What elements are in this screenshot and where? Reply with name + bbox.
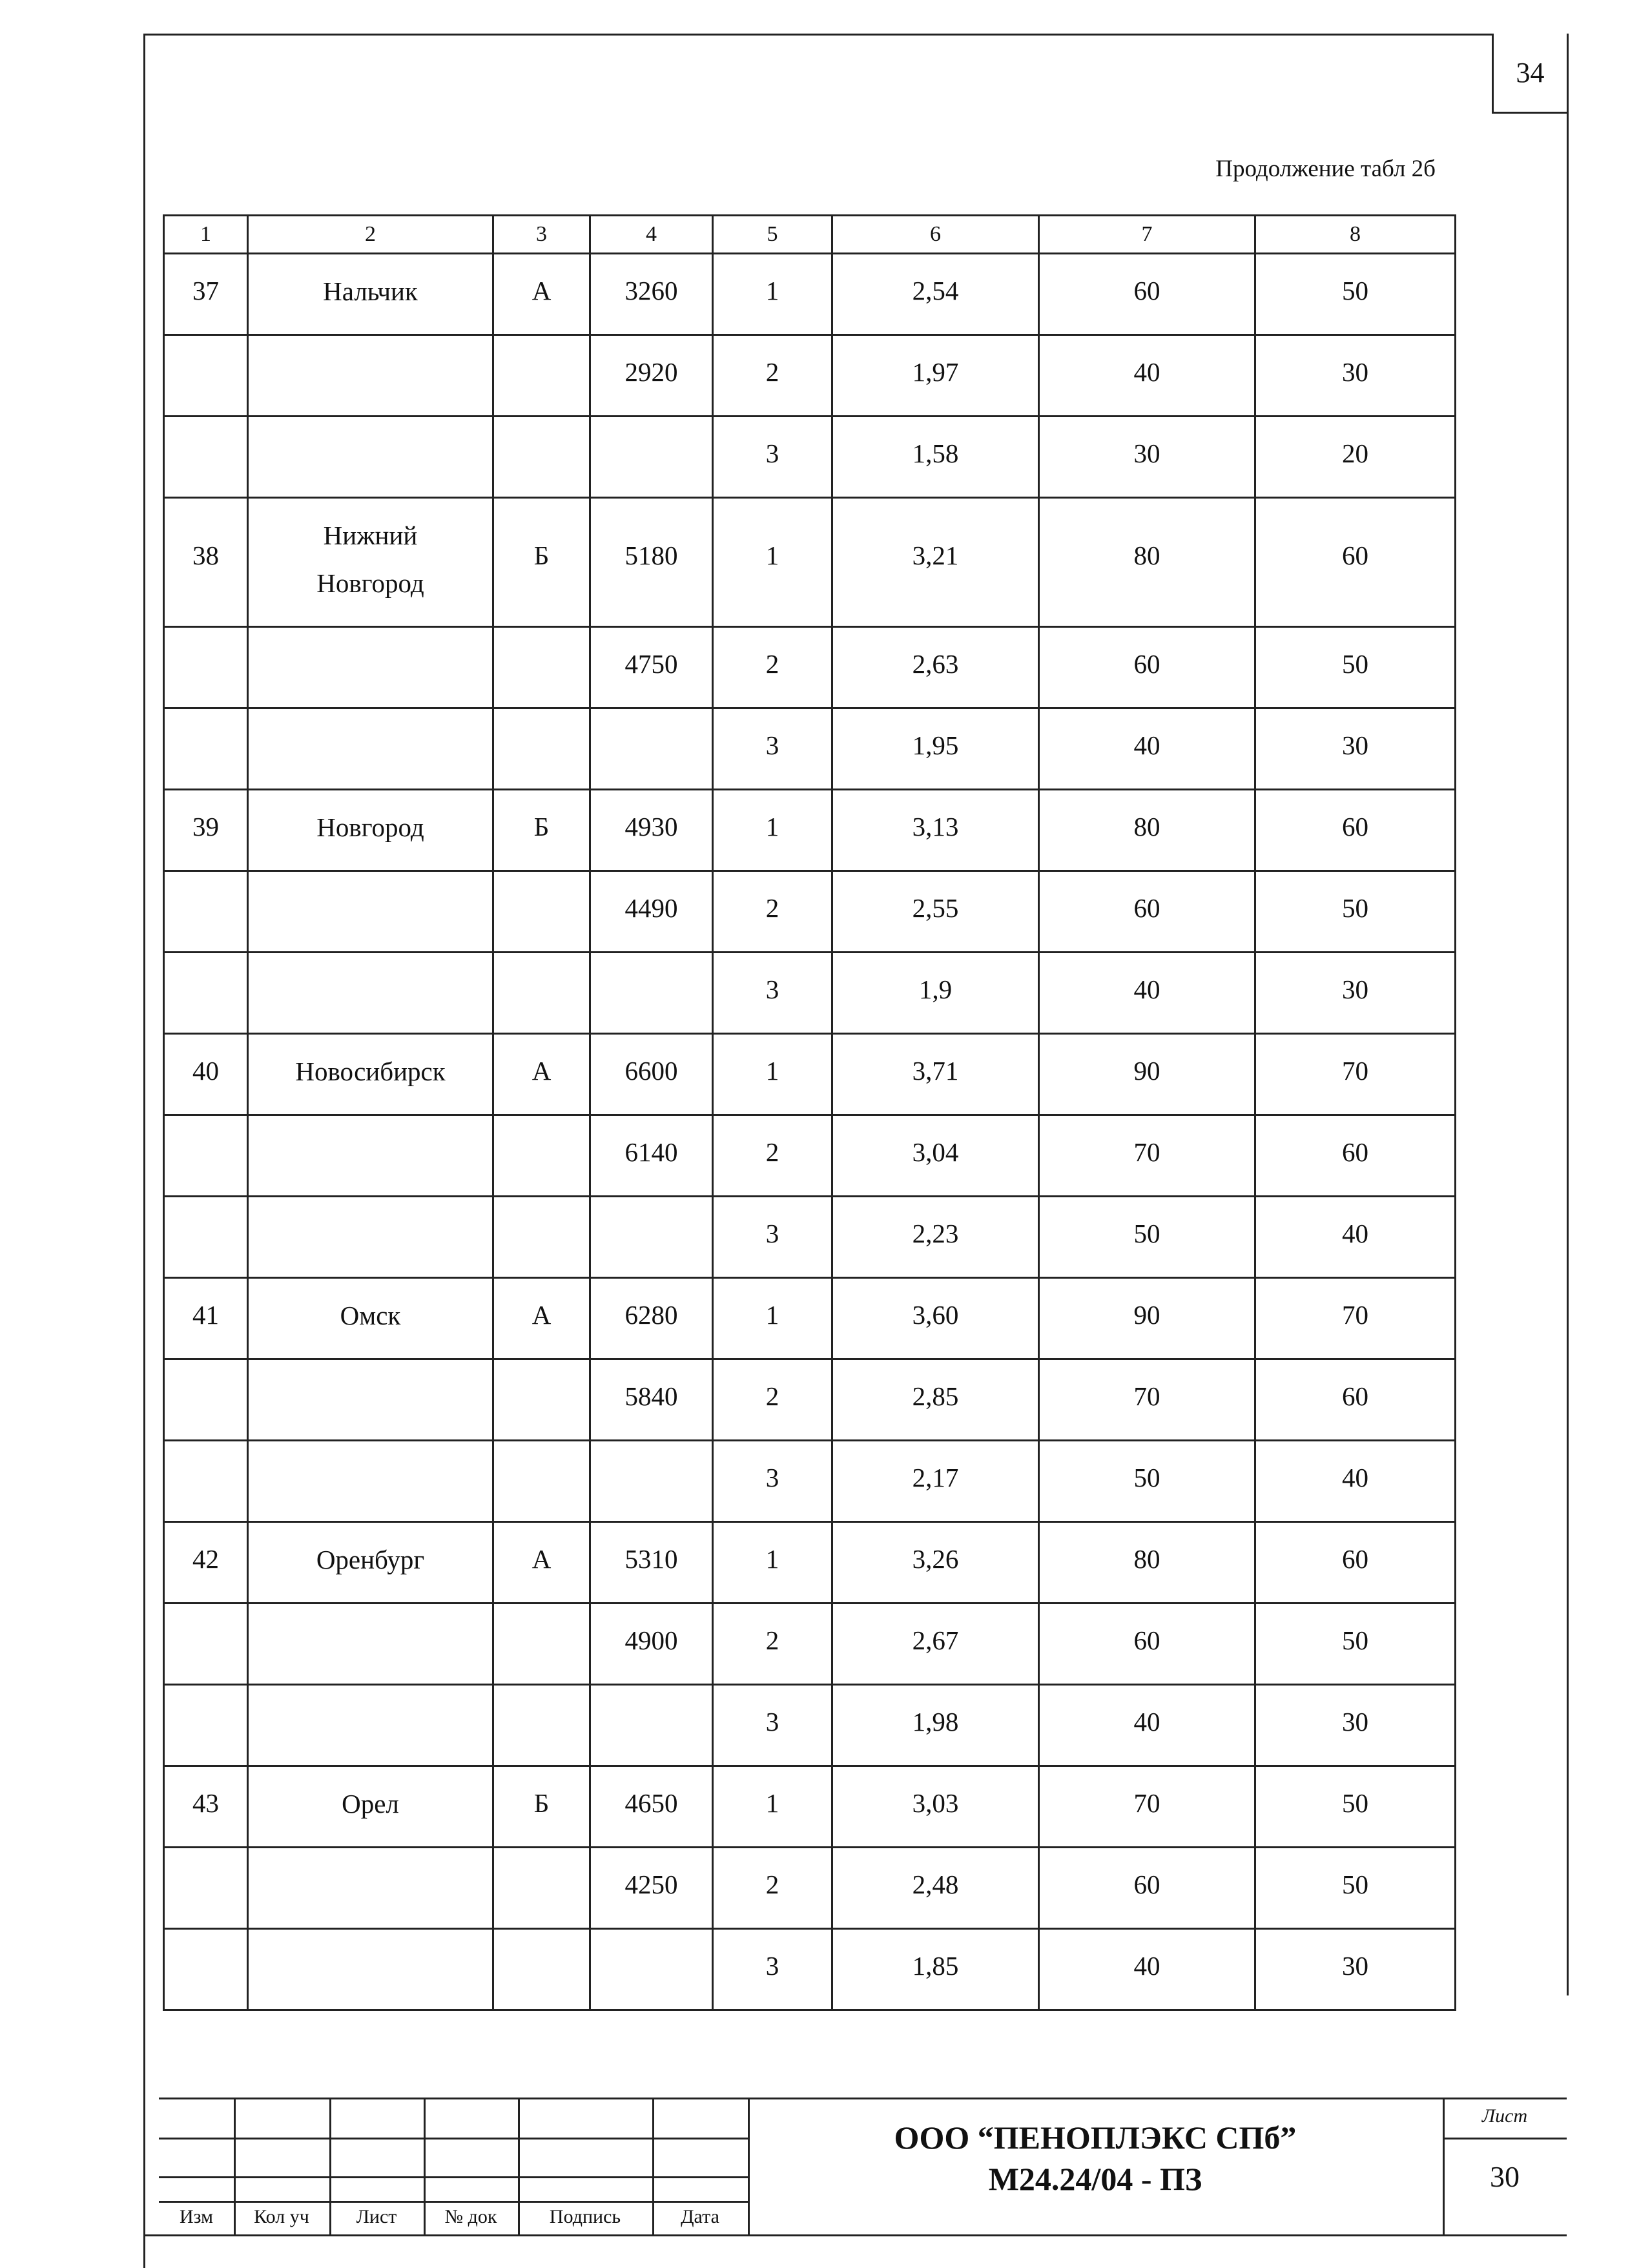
table-cell: Омск <box>248 1278 493 1359</box>
table-cell <box>248 1115 493 1197</box>
frame-left-border <box>143 34 145 2268</box>
table-cell: 2 <box>713 627 832 708</box>
table-cell: 50 <box>1255 254 1456 335</box>
table-cell: 30 <box>1255 335 1456 417</box>
table-body <box>164 254 1456 2010</box>
table-row <box>164 1766 1456 1848</box>
table-cell: Нижний Новгород <box>248 498 493 627</box>
table-cell: 1 <box>713 1278 832 1359</box>
page-number: 34 <box>1492 34 1567 114</box>
table-row <box>164 953 1456 1034</box>
table-cell: 1 <box>713 1034 832 1115</box>
table-cell: 60 <box>1039 1848 1255 1929</box>
table-cell <box>590 953 713 1034</box>
table-cell: 60 <box>1255 498 1456 627</box>
table-cell <box>164 1685 248 1766</box>
table-cell: 40 <box>1039 953 1255 1034</box>
table-row <box>164 1929 1456 2010</box>
table-cell: 5310 <box>590 1522 713 1603</box>
table-cell: 1 <box>713 1766 832 1848</box>
table-cell: 41 <box>164 1278 248 1359</box>
table-cell: 1,95 <box>832 708 1039 790</box>
table-row <box>164 871 1456 953</box>
sheet-number: 30 <box>1490 2160 1520 2193</box>
table-cell: 30 <box>1255 708 1456 790</box>
table-cell: 50 <box>1039 1441 1255 1522</box>
table-cell: 43 <box>164 1766 248 1848</box>
table-cell <box>248 1929 493 2010</box>
title-block-label-izm: Изм <box>179 2206 214 2227</box>
table-cell: 30 <box>1255 1685 1456 1766</box>
table-cell: 40 <box>1255 1441 1456 1522</box>
table-cell: 40 <box>1039 1929 1255 2010</box>
table-cell: 50 <box>1255 1766 1456 1848</box>
table-cell <box>493 1685 590 1766</box>
table-cell: 4250 <box>590 1848 713 1929</box>
table-cell <box>248 417 493 498</box>
table-cell: 2 <box>713 871 832 953</box>
column-header: 7 <box>1039 216 1255 254</box>
table-cell: 4490 <box>590 871 713 953</box>
table-cell: 80 <box>1039 498 1255 627</box>
table-cell: 4650 <box>590 1766 713 1848</box>
column-header: 3 <box>493 216 590 254</box>
table-cell: Б <box>493 790 590 871</box>
table-cell <box>164 1441 248 1522</box>
frame-right-border <box>1567 34 1569 1995</box>
table-cell: 30 <box>1255 953 1456 1034</box>
table-cell: 1 <box>713 790 832 871</box>
table-cell: 40 <box>1039 708 1255 790</box>
table-cell <box>164 1359 248 1441</box>
table-cell: 1,97 <box>832 335 1039 417</box>
table-row <box>164 790 1456 871</box>
table-cell <box>164 1848 248 1929</box>
table-cell: 2 <box>713 1603 832 1685</box>
table-cell: 70 <box>1255 1034 1456 1115</box>
frame-top-border <box>143 34 1493 36</box>
table-cell <box>590 1685 713 1766</box>
table-row <box>164 1603 1456 1685</box>
table-cell: 2,54 <box>832 254 1039 335</box>
table-cell: 4900 <box>590 1603 713 1685</box>
table-cell: 60 <box>1039 627 1255 708</box>
table-row <box>164 254 1456 335</box>
table-cell: 6140 <box>590 1115 713 1197</box>
table-cell: 5180 <box>590 498 713 627</box>
table-cell <box>493 1603 590 1685</box>
table-cell <box>164 1197 248 1278</box>
table-cell: 80 <box>1039 1522 1255 1603</box>
table-cell <box>164 871 248 953</box>
company-name: ООО “ПЕНОПЛЭКС СПб” <box>894 2119 1297 2156</box>
column-header: 4 <box>590 216 713 254</box>
table-cell: 40 <box>164 1034 248 1115</box>
table-cell: 3 <box>713 1441 832 1522</box>
document-code: М24.24/04 - ПЗ <box>988 2161 1202 2197</box>
table-cell: 60 <box>1255 1522 1456 1603</box>
table-cell <box>493 1115 590 1197</box>
column-header: 6 <box>832 216 1039 254</box>
table-cell: 30 <box>1255 1929 1456 2010</box>
table-cell <box>590 708 713 790</box>
table-cell: 2 <box>713 335 832 417</box>
table-cell: Б <box>493 498 590 627</box>
table-cell: 1 <box>713 498 832 627</box>
table-cell <box>590 417 713 498</box>
table-cell: 50 <box>1039 1197 1255 1278</box>
table-cell: 6600 <box>590 1034 713 1115</box>
table-cell: 30 <box>1039 417 1255 498</box>
frame-bottom-border <box>143 2234 1567 2236</box>
data-table <box>163 214 1456 2011</box>
table-cell: 4930 <box>590 790 713 871</box>
table-cell <box>164 953 248 1034</box>
table-cell: 3 <box>713 417 832 498</box>
table-cell <box>248 1848 493 1929</box>
table-row <box>164 627 1456 708</box>
table-row <box>164 1359 1456 1441</box>
table-cell: 50 <box>1255 1603 1456 1685</box>
table-cell <box>248 1685 493 1766</box>
table-cell: 50 <box>1255 1848 1456 1929</box>
table-cell: 42 <box>164 1522 248 1603</box>
sheet-label: Лист <box>1481 2105 1528 2127</box>
table-cell: 2,63 <box>832 627 1039 708</box>
table-cell: Новгород <box>248 790 493 871</box>
table-row <box>164 1034 1456 1115</box>
table-cell <box>493 1197 590 1278</box>
title-block-label-signature: Подпись <box>549 2206 621 2227</box>
table-row <box>164 1278 1456 1359</box>
table-cell <box>248 627 493 708</box>
table-cell: 70 <box>1039 1359 1255 1441</box>
table-cell: А <box>493 1278 590 1359</box>
table-cell: 60 <box>1039 871 1255 953</box>
title-block <box>159 2098 1567 2234</box>
table-row <box>164 1197 1456 1278</box>
table-cell: 1 <box>713 254 832 335</box>
table-cell: 3,21 <box>832 498 1039 627</box>
table-cell: Б <box>493 1766 590 1848</box>
table-cell <box>248 1359 493 1441</box>
table-row <box>164 1848 1456 1929</box>
table-row <box>164 1441 1456 1522</box>
table-cell: 3 <box>713 1197 832 1278</box>
table-cell: 90 <box>1039 1034 1255 1115</box>
table-header-row <box>164 216 1456 254</box>
table-cell: 2,23 <box>832 1197 1039 1278</box>
table-cell <box>248 1603 493 1685</box>
table-cell: Оренбург <box>248 1522 493 1603</box>
column-header: 2 <box>248 216 493 254</box>
title-block-label-date: Дата <box>681 2206 719 2227</box>
title-block-center <box>748 2117 1443 2200</box>
table-cell: 3,71 <box>832 1034 1039 1115</box>
table-cell: 37 <box>164 254 248 335</box>
table-cell <box>164 417 248 498</box>
table-cell <box>493 1929 590 2010</box>
table-cell <box>493 1441 590 1522</box>
table-cell <box>493 1359 590 1441</box>
table-row <box>164 417 1456 498</box>
table-cell: Орел <box>248 1766 493 1848</box>
table-cell <box>164 335 248 417</box>
table-cell: 90 <box>1039 1278 1255 1359</box>
table-cell: 50 <box>1255 871 1456 953</box>
table-cell: 3260 <box>590 254 713 335</box>
table-cell: 3,60 <box>832 1278 1039 1359</box>
table-cell <box>493 953 590 1034</box>
table-cell <box>493 708 590 790</box>
table-cell: 2,17 <box>832 1441 1039 1522</box>
table-cell <box>248 335 493 417</box>
table-cell: А <box>493 1034 590 1115</box>
table-cell: 70 <box>1039 1766 1255 1848</box>
table-cell: 70 <box>1039 1115 1255 1197</box>
table-cell: 2,85 <box>832 1359 1039 1441</box>
table-cell: 2 <box>713 1359 832 1441</box>
table-cell: 5840 <box>590 1359 713 1441</box>
table-cell <box>248 1441 493 1522</box>
table-row <box>164 1522 1456 1603</box>
table-row <box>164 708 1456 790</box>
table-cell: 39 <box>164 790 248 871</box>
table-cell <box>248 708 493 790</box>
table-cell: 38 <box>164 498 248 627</box>
table-cell: 6280 <box>590 1278 713 1359</box>
table-cell: 80 <box>1039 790 1255 871</box>
table-cell <box>493 417 590 498</box>
title-block-label-doc-number: № док <box>444 2206 497 2227</box>
table-cell: Нальчик <box>248 254 493 335</box>
table-row <box>164 1115 1456 1197</box>
table-cell: 3,26 <box>832 1522 1039 1603</box>
table-cell: 60 <box>1255 1359 1456 1441</box>
column-header: 5 <box>713 216 832 254</box>
table-cell <box>493 335 590 417</box>
table-cell: 40 <box>1255 1197 1456 1278</box>
table-cell: 1,58 <box>832 417 1039 498</box>
table-cell: 3,13 <box>832 790 1039 871</box>
table-cell <box>493 1848 590 1929</box>
column-header: 8 <box>1255 216 1456 254</box>
table-cell: А <box>493 254 590 335</box>
table-cell <box>248 953 493 1034</box>
title-block-label-kol-uch: Кол уч <box>254 2206 309 2227</box>
table-cell <box>248 871 493 953</box>
table-cell: 60 <box>1255 1115 1456 1197</box>
table-cell: 60 <box>1039 254 1255 335</box>
table-cell <box>164 708 248 790</box>
table-cell: 40 <box>1039 1685 1255 1766</box>
table-cell <box>590 1929 713 2010</box>
table-cell: 60 <box>1255 790 1456 871</box>
table-cell: 3 <box>713 1685 832 1766</box>
table-cell <box>590 1197 713 1278</box>
table-cell: 20 <box>1255 417 1456 498</box>
table-row <box>164 1685 1456 1766</box>
table-cell <box>493 627 590 708</box>
table-cell: Новосибирск <box>248 1034 493 1115</box>
table-cell: 1,9 <box>832 953 1039 1034</box>
table-cell: 3,03 <box>832 1766 1039 1848</box>
table-cell: 4750 <box>590 627 713 708</box>
table-cell: 3 <box>713 953 832 1034</box>
table-cell: 3,04 <box>832 1115 1039 1197</box>
column-header: 1 <box>164 216 248 254</box>
table-cell: 3 <box>713 708 832 790</box>
table-cell <box>164 1929 248 2010</box>
table-cell: 3 <box>713 1929 832 2010</box>
table-cell: 2 <box>713 1848 832 1929</box>
table-cell: 2 <box>713 1115 832 1197</box>
title-block-label-list: Лист <box>356 2206 397 2227</box>
table-cell: 1 <box>713 1522 832 1603</box>
table-cell <box>248 1197 493 1278</box>
table-cell: 60 <box>1039 1603 1255 1685</box>
table-cell: 1,85 <box>832 1929 1039 2010</box>
table-cell <box>590 1441 713 1522</box>
table-row <box>164 498 1456 627</box>
table-cell: 50 <box>1255 627 1456 708</box>
table-cell: 1,98 <box>832 1685 1039 1766</box>
continuation-label: Продолжение табл 2б <box>1215 156 1436 182</box>
table-cell: А <box>493 1522 590 1603</box>
table-cell <box>493 871 590 953</box>
table-cell <box>164 1603 248 1685</box>
table-cell: 2,55 <box>832 871 1039 953</box>
table-cell <box>164 1115 248 1197</box>
table-cell: 2,48 <box>832 1848 1039 1929</box>
table-cell: 2,67 <box>832 1603 1039 1685</box>
table-row <box>164 335 1456 417</box>
table-cell: 40 <box>1039 335 1255 417</box>
table-cell: 70 <box>1255 1278 1456 1359</box>
table-cell <box>164 627 248 708</box>
table-cell: 2920 <box>590 335 713 417</box>
